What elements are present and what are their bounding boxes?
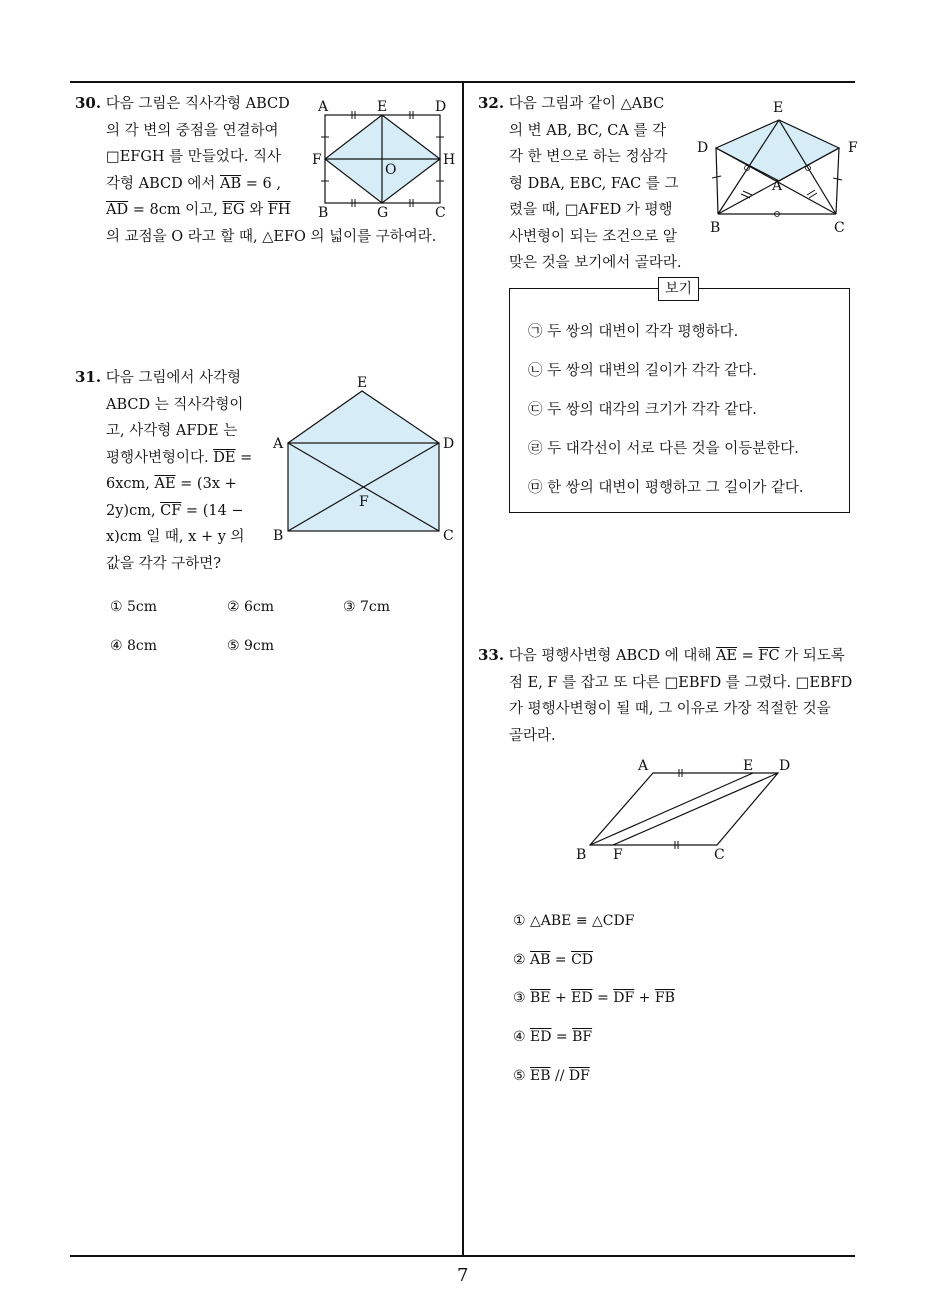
q32-label-D: D (697, 140, 709, 156)
q33-label-C: C (714, 847, 725, 863)
q32-line6: 사변형이 되는 조건으로 알 (509, 228, 677, 245)
q32-box-item-2: ㉡ 두 쌍의 대변의 길이가 각각 같다. (528, 363, 757, 379)
q31-line2: ABCD 는 직사각형이 (106, 396, 244, 413)
q33-label-F: F (613, 847, 623, 863)
q33-figure (570, 752, 800, 870)
q30-number: 30. (75, 94, 102, 112)
q32-figure (694, 94, 864, 238)
q32-box-item-5: ㉤ 한 쌍의 대변이 평행하고 그 길이가 같다. (528, 480, 804, 496)
q32-line7: 맞은 것을 보기에서 골라라. (509, 255, 682, 271)
q31-choice-2[interactable]: ② 6cm (227, 599, 275, 615)
q33-line2: 점 E, F 를 잡고 또 다른 □EBFD 를 그렸다. □EBFD (509, 674, 853, 691)
q30-label-O: O (385, 162, 397, 178)
q32-line2: 의 변 AB, BC, CA 를 각 (509, 122, 667, 139)
q30-label-B: B (318, 205, 329, 221)
q31-line6: 2y)cm, $\overline{CF} = (14$ − (106, 502, 244, 519)
bottom-rule (70, 1255, 855, 1257)
q32-label-A: A (772, 178, 783, 194)
q31-line8: 값을 각각 구하면? (106, 555, 222, 572)
q31-choice-5[interactable]: ⑤ 9cm (227, 638, 275, 654)
q33-tick-marks (675, 769, 682, 849)
q31-label-F: F (359, 494, 369, 510)
q32-box-item-1: ㉠ 두 쌍의 대변이 각각 평행하다. (528, 324, 739, 340)
q32-label-E: E (773, 100, 784, 116)
q33-line3: 가 평행사변형이 될 때, 그 이유로 가장 적절한 것을 (509, 701, 831, 717)
q30-line6: 의 교점을 O 라고 할 때, △EFO 의 넓이를 구하여라. (106, 228, 437, 245)
q32-label-C: C (834, 220, 845, 236)
q32-parallelogram-fill (716, 120, 839, 181)
q33-label-A: A (638, 758, 649, 774)
q30-line4: 각형 ABCD 에서 $\overline{AB} = 6$ , (106, 175, 281, 192)
q33-line4: 골라라. (509, 727, 556, 744)
q30-line3: □EFGH 를 만들었다. 직사 (106, 149, 282, 165)
q31-fill (288, 391, 439, 531)
q32-box-item-4: ㉣ 두 대각선이 서로 다른 것을 이등분한다. (528, 441, 799, 457)
q31-label-C: C (443, 528, 454, 544)
q32-line4: 형 DBA, EBC, FAC 를 그 (509, 175, 679, 192)
q31-line3: 고, 사각형 AFDE 는 (106, 423, 238, 439)
q30-line1: 다음 그림은 직사각형 ABCD (105, 96, 290, 112)
q30-line5: $\overline{AD} = 8cm$ 이고, $\overline{EG}$ 와 $\overline{FH}$ (106, 202, 291, 218)
q33-choice-3[interactable]: ③ $\overline{BE} + \overline{ED} = \overline{DF} + \overline{FB}$ (513, 990, 675, 1006)
q31-line4: 평행사변형이다. $\overline{DE}$ = (106, 449, 253, 466)
q31-line7: x)cm 일 때, x + y 의 (106, 529, 245, 545)
page-number: 7 (457, 1265, 469, 1286)
q33-segment-fd (613, 773, 778, 845)
q32-line5: 렸을 때, □AFED 가 평행 (509, 202, 673, 218)
q33-choice-5[interactable]: ⑤ $\overline{EB} // \overline{DF}$ (513, 1068, 590, 1084)
q33-block (478, 642, 852, 749)
q30-figure (305, 92, 465, 222)
q32-block (478, 90, 682, 277)
q30-label-A: A (318, 99, 329, 115)
q30-label-F: F (312, 152, 322, 168)
q32-line1: 다음 그림과 같이 △ABC (508, 96, 665, 112)
q31-figure (268, 372, 463, 550)
q33-choice-4[interactable]: ④ $\overline{ED} = \overline{BF}$ (513, 1029, 593, 1045)
q33-line1: 33. 다음 평행사변형 ABCD 에 대해 $\overline{AE} = \overline{FC}$ 가 되도록 (478, 646, 845, 664)
q32-number: 32. (478, 94, 505, 112)
q31-choice-3[interactable]: ③ 7cm (343, 599, 391, 615)
q31-label-A: A (273, 436, 284, 452)
q32-box-item-3: ㉢ 두 쌍의 대각의 크기가 각각 같다. (528, 402, 757, 418)
q31-line5: 6xcm, $\overline{AE} = (3x$ + (106, 476, 237, 492)
q31-label-B: B (273, 528, 284, 544)
q32-label-F: F (848, 140, 858, 156)
q32-line3: 각 한 변으로 하는 정삼각 (509, 149, 668, 165)
q31-choice-1[interactable]: ① 5cm (110, 599, 158, 615)
q30-label-C: C (435, 205, 446, 221)
q30-label-E: E (377, 99, 388, 115)
q33-label-B: B (576, 847, 587, 863)
q33-choice-1[interactable]: ① △ABE ≡ △CDF (513, 913, 635, 929)
q31-label-E: E (357, 375, 368, 391)
q33-label-D: D (779, 758, 791, 774)
q30-label-G: G (377, 205, 389, 221)
q33-parallelogram (590, 773, 778, 845)
q31-block (75, 364, 252, 577)
q31-line1: 다음 그림에서 사각형 (105, 370, 241, 386)
q31-number: 31. (75, 368, 102, 386)
q32-label-B: B (710, 220, 721, 236)
column-divider (462, 82, 464, 1257)
q33-choice-2[interactable]: ② $\overline{AB} = \overline{CD}$ (513, 952, 593, 968)
q30-label-D: D (435, 99, 447, 115)
q33-segment-be (590, 773, 753, 845)
q30-line2: 의 각 변의 중점을 연결하여 (106, 122, 279, 139)
q33-label-E: E (743, 758, 754, 774)
q31-label-D: D (443, 436, 455, 452)
q32-example-box-title: 보기 (658, 277, 699, 301)
q30-label-H: H (443, 152, 456, 168)
q31-choice-4[interactable]: ④ 8cm (110, 638, 158, 654)
